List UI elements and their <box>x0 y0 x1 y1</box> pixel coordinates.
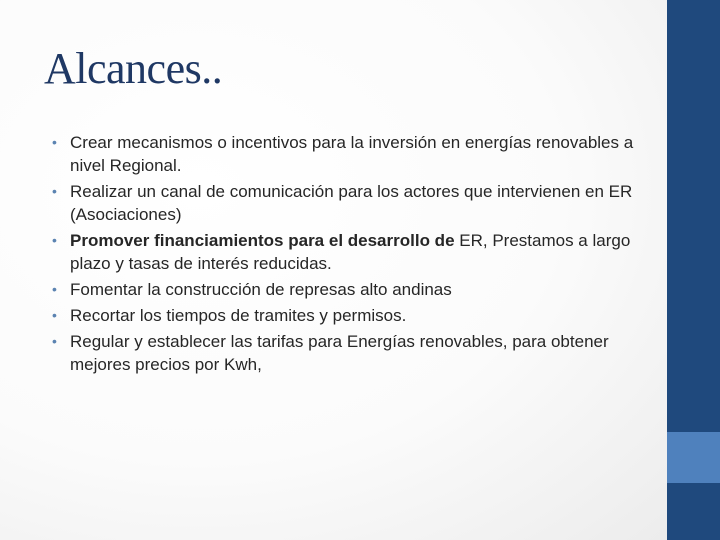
list-item <box>52 180 652 226</box>
list-item <box>52 330 652 376</box>
list-item <box>52 278 652 301</box>
bullet-icon: • <box>52 281 57 297</box>
sidebar-accent-top <box>667 0 720 432</box>
bullet-icon: • <box>52 333 57 349</box>
bullet-text: Regular y establecer las tarifas para Energías renovables, para obtener mejores precios por Kwh, <box>70 332 609 374</box>
bullet-icon: • <box>52 134 57 150</box>
list-item <box>52 304 652 327</box>
sidebar-accent-middle <box>667 432 720 483</box>
bullet-text: Recortar los tiempos de tramites y permisos. <box>70 306 407 325</box>
bullet-text: Realizar un canal de comunicación para los actores que intervienen en ER (Asociaciones) <box>70 182 633 224</box>
bullet-icon: • <box>52 307 57 323</box>
bullet-icon: • <box>52 183 57 199</box>
list-item <box>52 131 652 177</box>
bullet-text: Crear mecanismos o incentivos para la inversión en energías renovables a nivel Regional. <box>70 133 634 175</box>
bullet-bold-text: Promover financiamientos para el desarrollo de <box>70 231 455 250</box>
sidebar-accent-bottom <box>667 483 720 540</box>
bullet-text: ER, Prestamos a largo plazo y tasas de interés reducidas. <box>70 231 631 273</box>
list-item <box>52 229 652 275</box>
bullet-icon: • <box>52 232 57 248</box>
bullet-list <box>52 131 652 379</box>
bullet-text: Fomentar la construcción de represas alto andinas <box>70 280 452 299</box>
slide-title: Alcances.. <box>44 44 223 93</box>
